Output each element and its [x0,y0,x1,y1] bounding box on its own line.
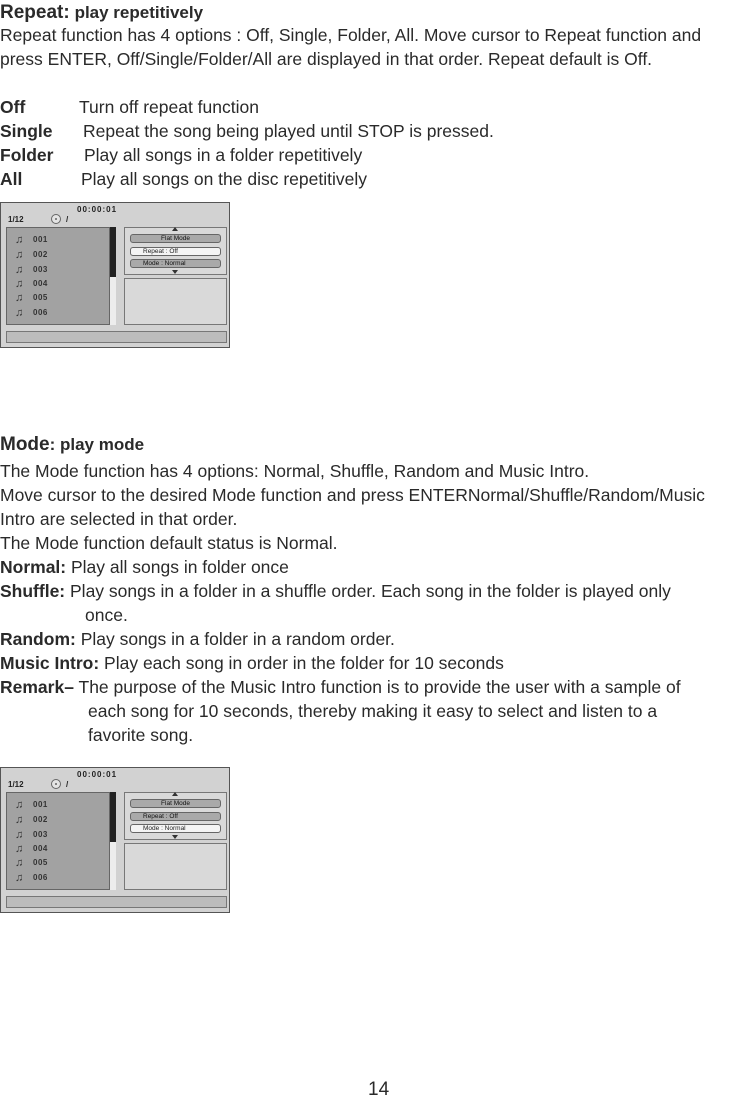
list-item[interactable]: ♫ 004 [15,843,48,855]
repeat-option-desc: Play all songs on the disc repetitively [81,169,367,189]
repeat-option-single [0,119,494,143]
page-number: 14 [368,1079,390,1100]
status-bar [6,896,227,908]
music-note-icon: ♫ [15,814,24,826]
music-note-icon: ♫ [15,264,24,276]
settings-panel [124,227,227,275]
track-list [6,227,110,325]
mode-shuffle-cont: once. [85,605,128,625]
music-note-icon: ♫ [15,249,24,261]
repeat-option-term: Folder [0,145,54,165]
list-item[interactable]: ♫ 004 [15,278,48,290]
mode-remark [0,675,681,699]
arrow-up-icon[interactable] [172,792,178,796]
list-item[interactable]: ♫ 002 [15,814,48,826]
remark-text: The purpose of the Music Intro function is to provide the user with a sample of [73,677,681,697]
repeat-title: Repeat: [0,2,70,23]
shuffle-label: Shuffle: [0,581,66,601]
repeat-heading [0,0,203,25]
list-item[interactable]: ♫ 005 [15,857,48,869]
music-note-icon: ♫ [15,799,24,811]
elapsed-time: 00:00:01 [77,205,118,214]
mode-subtitle: : play mode [49,435,145,454]
mode-line3: Intro are selected in that order. [0,509,238,529]
music-intro-label: Music Intro: [0,653,100,673]
arrow-down-icon[interactable] [172,270,178,274]
repeat-option-desc: Play all songs in a folder repetitively [84,145,363,165]
mode-line2: Move cursor to the desired Mode function and press ENTERNormal/Shuffle/Random/Music [0,485,705,505]
music-note-icon: ♫ [15,278,24,290]
repeat-option-off [0,95,259,119]
repeat-setting-row[interactable]: Repeat : Off [130,247,221,256]
music-note-icon: ♫ [15,872,24,884]
mode-music-intro [0,651,504,675]
random-text: Play songs in a folder in a random order. [75,629,395,649]
music-note-icon: ♫ [15,292,24,304]
player-screen-repeat [0,202,230,348]
mode-setting-row[interactable]: Mode : Normal [130,824,221,833]
flat-mode-row[interactable]: Flat Mode [130,234,221,243]
remark-label: Remark– [0,677,74,697]
music-note-icon: ♫ [15,843,24,855]
repeat-setting-row[interactable]: Repeat : Off [130,812,221,821]
list-item[interactable]: ♫ 001 [15,234,48,246]
repeat-option-folder [0,143,362,167]
flat-mode-row[interactable]: Flat Mode [130,799,221,808]
repeat-option-term: Off [0,97,26,117]
normal-label: Normal: [0,557,67,577]
settings-panel [124,792,227,840]
status-bar [6,331,227,343]
info-panel [124,278,227,325]
repeat-option-term: All [0,169,23,189]
repeat-subtitle: play repetitively [74,3,204,22]
mode-line4: The Mode function default status is Normal. [0,533,338,553]
music-note-icon: ♫ [15,857,24,869]
arrow-up-icon[interactable] [172,227,178,231]
random-label: Random: [0,629,76,649]
repeat-option-desc: Repeat the song being played until STOP is pressed. [83,121,494,141]
player-screen-mode [0,767,230,913]
track-list-scrollbar[interactable] [110,792,116,890]
mode-remark-cont1: each song for 10 seconds, thereby making it easy to select and listen to a [88,701,658,721]
track-counter: 1/12 [8,780,24,789]
mode-remark-cont2: favorite song. [88,725,194,745]
music-note-icon: ♫ [15,829,24,841]
elapsed-time: 00:00:01 [77,770,118,779]
mode-setting-row[interactable]: Mode : Normal [130,259,221,268]
repeat-option-term: Single [0,121,53,141]
disc-icon [51,779,61,789]
track-list-scrollbar[interactable] [110,227,116,325]
music-note-icon: ♫ [15,234,24,246]
list-item[interactable]: ♫ 002 [15,249,48,261]
shuffle-text: Play songs in a folder in a shuffle order. Each song in the folder is played only [65,581,671,601]
arrow-down-icon[interactable] [172,835,178,839]
music-note-icon: ♫ [15,307,24,319]
track-list [6,792,110,890]
info-panel [124,843,227,890]
list-item[interactable]: ♫ 006 [15,872,48,884]
folder-path: / [66,780,69,789]
mode-normal [0,555,289,579]
list-item[interactable]: ♫ 006 [15,307,48,319]
disc-icon [51,214,61,224]
list-item[interactable]: ♫ 005 [15,292,48,304]
list-item[interactable]: ♫ 003 [15,264,48,276]
mode-title: Mode [0,434,50,455]
repeat-option-all [0,167,367,191]
mode-random [0,627,395,651]
mode-shuffle [0,579,671,603]
music-intro-text: Play each song in order in the folder for 10 seconds [99,653,504,673]
list-item[interactable]: ♫ 003 [15,829,48,841]
mode-heading [0,432,144,457]
normal-text: Play all songs in folder once [66,557,289,577]
folder-path: / [66,215,69,224]
repeat-intro-line2: press ENTER, Off/Single/Folder/All are displayed in that order. Repeat default is Off. [0,49,653,69]
list-item[interactable]: ♫ 001 [15,799,48,811]
track-counter: 1/12 [8,215,24,224]
repeat-option-desc: Turn off repeat function [79,97,259,117]
mode-line1: The Mode function has 4 options: Normal, Shuffle, Random and Music Intro. [0,461,590,481]
repeat-intro-line1: Repeat function has 4 options : Off, Single, Folder, All. Move cursor to Repeat function and [0,25,702,45]
